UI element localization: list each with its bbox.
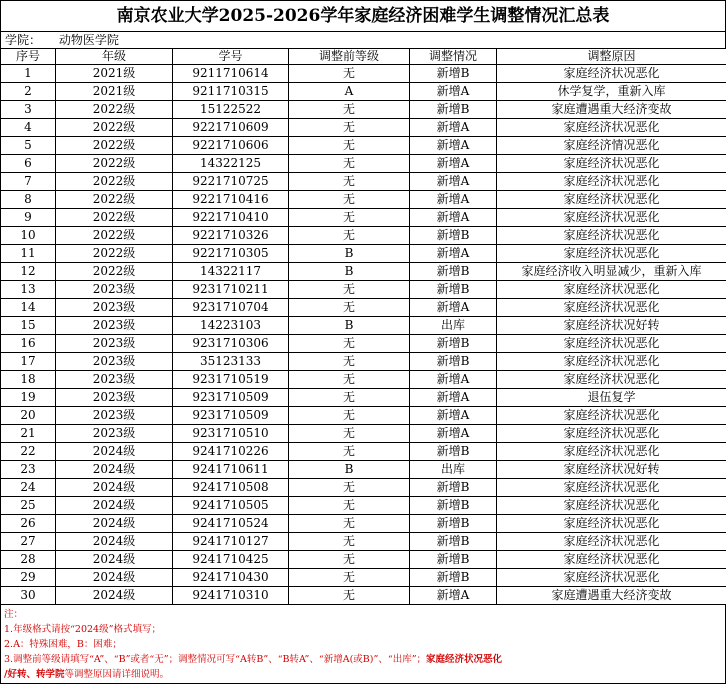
table-row: [1, 389, 726, 407]
cell-level-before: 无: [289, 479, 410, 497]
cell-student-id: 9221710606: [173, 137, 289, 155]
table-row: [1, 353, 726, 371]
cell-level-before: 无: [289, 119, 410, 137]
cell-adjustment: 新增B: [410, 497, 497, 515]
cell-index: 22: [1, 443, 56, 461]
cell-reason: 家庭经济状况恶化: [497, 155, 726, 173]
cell-level-before: 无: [289, 65, 410, 83]
note-line-1: 1.年级格式请按“2024级”格式填写；: [4, 624, 161, 635]
cell-level-before: 无: [289, 587, 410, 605]
table-row: [1, 443, 726, 461]
cell-adjustment: 新增A: [410, 407, 497, 425]
cell-adjustment: 新增A: [410, 389, 497, 407]
cell-student-id: 9241710127: [173, 533, 289, 551]
cell-level-before: A: [289, 83, 410, 101]
cell-grade: 2023级: [56, 299, 173, 317]
cell-grade: 2024级: [56, 569, 173, 587]
cell-adjustment: 新增A: [410, 299, 497, 317]
cell-level-before: 无: [289, 389, 410, 407]
cell-adjustment: 新增A: [410, 209, 497, 227]
cell-student-id: 9221710410: [173, 209, 289, 227]
table-row: [1, 479, 726, 497]
college-label: 学院：: [5, 33, 42, 47]
college-row: [0, 31, 726, 48]
header-reason: 调整原因: [497, 49, 726, 65]
cell-grade: 2023级: [56, 281, 173, 299]
cell-student-id: 9221710416: [173, 191, 289, 209]
cell-grade: 2023级: [56, 371, 173, 389]
cell-grade: 2022级: [56, 209, 173, 227]
cell-level-before: 无: [289, 515, 410, 533]
cell-level-before: 无: [289, 425, 410, 443]
cell-student-id: 9211710315: [173, 83, 289, 101]
cell-grade: 2024级: [56, 497, 173, 515]
notes-label: 注：: [4, 609, 24, 620]
cell-index: 5: [1, 137, 56, 155]
cell-grade: 2024级: [56, 551, 173, 569]
cell-adjustment: 新增A: [410, 191, 497, 209]
table-row: [1, 65, 726, 83]
table-header-row: [1, 49, 726, 65]
cell-reason: 家庭经济状况恶化: [497, 551, 726, 569]
cell-index: 24: [1, 479, 56, 497]
notes-section: [0, 605, 726, 684]
cell-adjustment: 出库: [410, 317, 497, 335]
table-row: [1, 119, 726, 137]
cell-index: 23: [1, 461, 56, 479]
cell-adjustment: 新增A: [410, 83, 497, 101]
table-row: [1, 515, 726, 533]
college-name: 动物医学院: [58, 33, 119, 47]
cell-level-before: 无: [289, 155, 410, 173]
cell-adjustment: 新增B: [410, 515, 497, 533]
cell-grade: 2024级: [56, 533, 173, 551]
cell-reason: 家庭经济状况恶化: [497, 407, 726, 425]
cell-level-before: 无: [289, 101, 410, 119]
cell-student-id: 9231710211: [173, 281, 289, 299]
cell-reason: 家庭经济状况恶化: [497, 227, 726, 245]
cell-adjustment: 新增A: [410, 371, 497, 389]
cell-index: 16: [1, 335, 56, 353]
cell-adjustment: 新增B: [410, 335, 497, 353]
cell-grade: 2022级: [56, 173, 173, 191]
cell-level-before: 无: [289, 227, 410, 245]
cell-grade: 2022级: [56, 101, 173, 119]
cell-reason: 家庭经济状况恶化: [497, 119, 726, 137]
table-row: [1, 461, 726, 479]
cell-adjustment: 新增B: [410, 551, 497, 569]
cell-adjustment: 新增B: [410, 263, 497, 281]
table-row: [1, 83, 726, 101]
cell-grade: 2023级: [56, 317, 173, 335]
cell-index: 3: [1, 101, 56, 119]
cell-adjustment: 新增B: [410, 569, 497, 587]
sheet-title: 南京农业大学2025-2026学年家庭经济困难学生调整情况汇总表: [0, 0, 726, 31]
cell-student-id: 9241710430: [173, 569, 289, 587]
cell-student-id: 9231710509: [173, 389, 289, 407]
cell-grade: 2022级: [56, 155, 173, 173]
cell-level-before: 无: [289, 407, 410, 425]
cell-level-before: B: [289, 263, 410, 281]
cell-reason: 家庭经济状况恶化: [497, 191, 726, 209]
header-student-id: 学号: [173, 49, 289, 65]
note-line-3: [4, 652, 722, 667]
cell-reason: 家庭遭遇重大经济变故: [497, 587, 726, 605]
cell-level-before: B: [289, 245, 410, 263]
cell-level-before: 无: [289, 191, 410, 209]
cell-student-id: 9221710305: [173, 245, 289, 263]
cell-reason: 家庭经济状况恶化: [497, 533, 726, 551]
note-line-4-text: 等调整原因请详细说明。: [64, 669, 169, 680]
cell-grade: 2023级: [56, 353, 173, 371]
cell-reason: 家庭经济状况恶化: [497, 245, 726, 263]
table-row: [1, 263, 726, 281]
cell-adjustment: 新增B: [410, 101, 497, 119]
cell-index: 2: [1, 83, 56, 101]
cell-adjustment: 新增B: [410, 227, 497, 245]
cell-adjustment: 新增B: [410, 533, 497, 551]
cell-index: 19: [1, 389, 56, 407]
cell-index: 7: [1, 173, 56, 191]
cell-reason: 家庭经济收入明显减少，重新入库: [497, 263, 726, 281]
cell-student-id: 9241710505: [173, 497, 289, 515]
cell-index: 29: [1, 569, 56, 587]
cell-index: 8: [1, 191, 56, 209]
cell-student-id: 9221710725: [173, 173, 289, 191]
cell-reason: 家庭经济状况恶化: [497, 569, 726, 587]
cell-reason: 家庭经济状况恶化: [497, 353, 726, 371]
cell-student-id: 9211710614: [173, 65, 289, 83]
cell-level-before: 无: [289, 299, 410, 317]
table-row: [1, 281, 726, 299]
cell-adjustment: 新增B: [410, 479, 497, 497]
table-row: [1, 209, 726, 227]
table-row: [1, 191, 726, 209]
cell-grade: 2022级: [56, 137, 173, 155]
cell-reason: 家庭经济状况恶化: [497, 515, 726, 533]
cell-adjustment: 新增A: [410, 587, 497, 605]
cell-student-id: 9241710524: [173, 515, 289, 533]
cell-student-id: 35123133: [173, 353, 289, 371]
cell-level-before: 无: [289, 533, 410, 551]
table-row: [1, 587, 726, 605]
cell-index: 30: [1, 587, 56, 605]
cell-level-before: 无: [289, 371, 410, 389]
table-row: [1, 551, 726, 569]
cell-adjustment: 新增B: [410, 281, 497, 299]
cell-index: 27: [1, 533, 56, 551]
cell-grade: 2023级: [56, 407, 173, 425]
cell-grade: 2021级: [56, 65, 173, 83]
table-row: [1, 497, 726, 515]
cell-grade: 2024级: [56, 587, 173, 605]
cell-level-before: 无: [289, 281, 410, 299]
table-row: [1, 155, 726, 173]
cell-grade: 2024级: [56, 461, 173, 479]
cell-student-id: 9221710609: [173, 119, 289, 137]
table-row: [1, 227, 726, 245]
cell-grade: 2022级: [56, 263, 173, 281]
header-level-before: 调整前等级: [289, 49, 410, 65]
cell-student-id: 9221710326: [173, 227, 289, 245]
note-line-2: 2.A：特殊困难，B：困难；: [4, 639, 122, 650]
table-row: [1, 137, 726, 155]
cell-level-before: 无: [289, 335, 410, 353]
cell-reason: 家庭经济状况恶化: [497, 425, 726, 443]
table-row: [1, 425, 726, 443]
cell-index: 11: [1, 245, 56, 263]
header-adjustment: 调整情况: [410, 49, 497, 65]
cell-reason: 家庭经济状况恶化: [497, 443, 726, 461]
note-line-4: [4, 667, 722, 682]
cell-index: 14: [1, 299, 56, 317]
cell-reason: 家庭经济状况恶化: [497, 173, 726, 191]
cell-student-id: 9231710704: [173, 299, 289, 317]
table-row: [1, 407, 726, 425]
cell-reason: 休学复学，重新入库: [497, 83, 726, 101]
cell-adjustment: 新增B: [410, 353, 497, 371]
cell-index: 26: [1, 515, 56, 533]
cell-index: 12: [1, 263, 56, 281]
cell-grade: 2024级: [56, 443, 173, 461]
cell-grade: 2022级: [56, 119, 173, 137]
cell-adjustment: 新增A: [410, 245, 497, 263]
cell-index: 1: [1, 65, 56, 83]
cell-student-id: 14223103: [173, 317, 289, 335]
cell-adjustment: 出库: [410, 461, 497, 479]
table-row: [1, 245, 726, 263]
cell-student-id: 9241710310: [173, 587, 289, 605]
cell-student-id: 9231710509: [173, 407, 289, 425]
cell-grade: 2022级: [56, 245, 173, 263]
cell-index: 10: [1, 227, 56, 245]
cell-grade: 2024级: [56, 515, 173, 533]
cell-student-id: 9241710508: [173, 479, 289, 497]
header-index: 序号: [1, 49, 56, 65]
cell-grade: 2024级: [56, 479, 173, 497]
cell-reason: 家庭经济状况恶化: [497, 479, 726, 497]
cell-index: 15: [1, 317, 56, 335]
cell-level-before: B: [289, 317, 410, 335]
table-row: [1, 335, 726, 353]
cell-reason: 家庭经济状况恶化: [497, 335, 726, 353]
table-row: [1, 317, 726, 335]
cell-level-before: 无: [289, 569, 410, 587]
note-line-3-text: 3.调整前等级请填写“A”、“B”或者“无”；调整情况可写“A转B”、“B转A”、“新增A(或B)”、“出库”；: [4, 654, 427, 665]
table-row: [1, 101, 726, 119]
cell-level-before: 无: [289, 137, 410, 155]
cell-grade: 2022级: [56, 191, 173, 209]
header-grade: 年级: [56, 49, 173, 65]
cell-level-before: B: [289, 461, 410, 479]
cell-index: 17: [1, 353, 56, 371]
cell-index: 20: [1, 407, 56, 425]
cell-index: 13: [1, 281, 56, 299]
table-row: [1, 533, 726, 551]
cell-reason: 家庭经济状况恶化: [497, 371, 726, 389]
cell-adjustment: 新增A: [410, 155, 497, 173]
cell-student-id: 9231710510: [173, 425, 289, 443]
cell-adjustment: 新增B: [410, 443, 497, 461]
adjustment-table: [0, 48, 726, 605]
cell-student-id: 9231710306: [173, 335, 289, 353]
cell-reason: 家庭经济状况恶化: [497, 281, 726, 299]
cell-reason: 退伍复学: [497, 389, 726, 407]
cell-adjustment: 新增A: [410, 425, 497, 443]
cell-index: 28: [1, 551, 56, 569]
cell-index: 9: [1, 209, 56, 227]
cell-grade: 2023级: [56, 335, 173, 353]
cell-grade: 2023级: [56, 425, 173, 443]
table-row: [1, 299, 726, 317]
cell-grade: 2023级: [56, 389, 173, 407]
cell-grade: 2021级: [56, 83, 173, 101]
cell-level-before: 无: [289, 551, 410, 569]
cell-adjustment: 新增A: [410, 137, 497, 155]
cell-student-id: 9241710226: [173, 443, 289, 461]
cell-grade: 2022级: [56, 227, 173, 245]
cell-adjustment: 新增A: [410, 119, 497, 137]
cell-level-before: 无: [289, 353, 410, 371]
cell-adjustment: 新增B: [410, 65, 497, 83]
cell-level-before: 无: [289, 497, 410, 515]
table-row: [1, 371, 726, 389]
table-row: [1, 569, 726, 587]
note-line-3-bold: 家庭经济状况恶化: [426, 654, 503, 665]
cell-student-id: 9241710611: [173, 461, 289, 479]
cell-student-id: 9231710519: [173, 371, 289, 389]
cell-student-id: 9241710425: [173, 551, 289, 569]
cell-reason: 家庭经济状况恶化: [497, 299, 726, 317]
table-row: [1, 173, 726, 191]
cell-level-before: 无: [289, 443, 410, 461]
cell-index: 4: [1, 119, 56, 137]
cell-student-id: 14322117: [173, 263, 289, 281]
cell-index: 18: [1, 371, 56, 389]
cell-index: 21: [1, 425, 56, 443]
cell-reason: 家庭经济情况恶化: [497, 137, 726, 155]
cell-reason: 家庭经济状况好转: [497, 461, 726, 479]
cell-reason: 家庭经济状况好转: [497, 317, 726, 335]
table-body: [1, 65, 726, 605]
cell-index: 25: [1, 497, 56, 515]
cell-reason: 家庭经济状况恶化: [497, 497, 726, 515]
cell-reason: 家庭遭遇重大经济变故: [497, 101, 726, 119]
cell-adjustment: 新增A: [410, 173, 497, 191]
cell-student-id: 15122522: [173, 101, 289, 119]
cell-index: 6: [1, 155, 56, 173]
cell-level-before: 无: [289, 173, 410, 191]
cell-reason: 家庭经济状况恶化: [497, 65, 726, 83]
note-line-4-bold: /好转、转学院: [4, 669, 65, 680]
cell-level-before: 无: [289, 209, 410, 227]
cell-reason: 家庭经济状况恶化: [497, 209, 726, 227]
cell-student-id: 14322125: [173, 155, 289, 173]
